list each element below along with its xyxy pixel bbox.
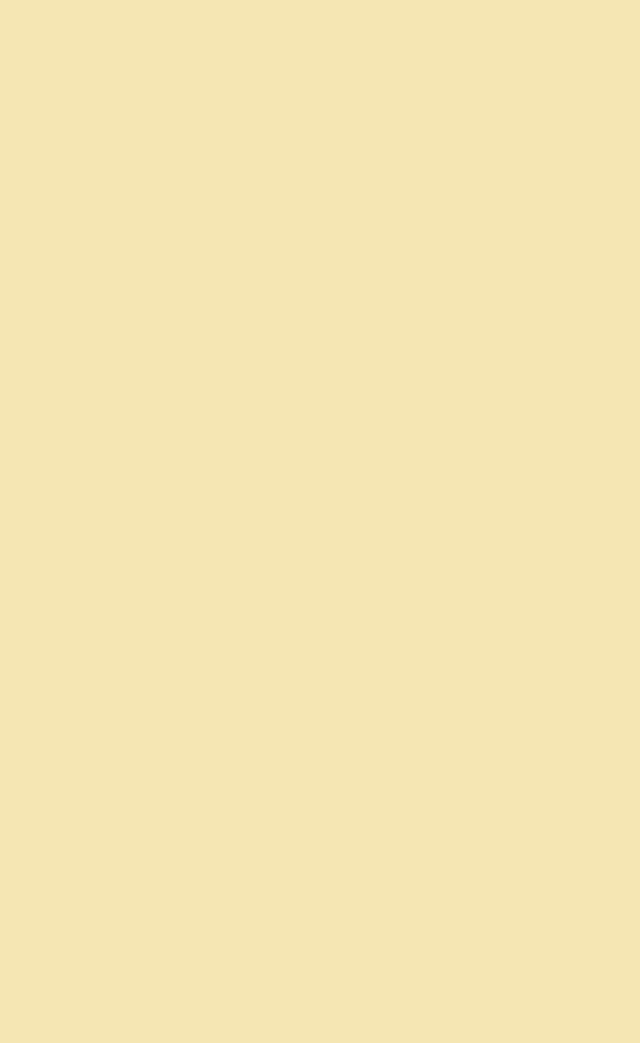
music-system-3 — [36, 630, 610, 820]
music-system-1 — [36, 266, 610, 446]
music-system-2 — [36, 452, 610, 632]
music-system-4 — [36, 825, 610, 1015]
music-system-top — [36, 60, 610, 220]
